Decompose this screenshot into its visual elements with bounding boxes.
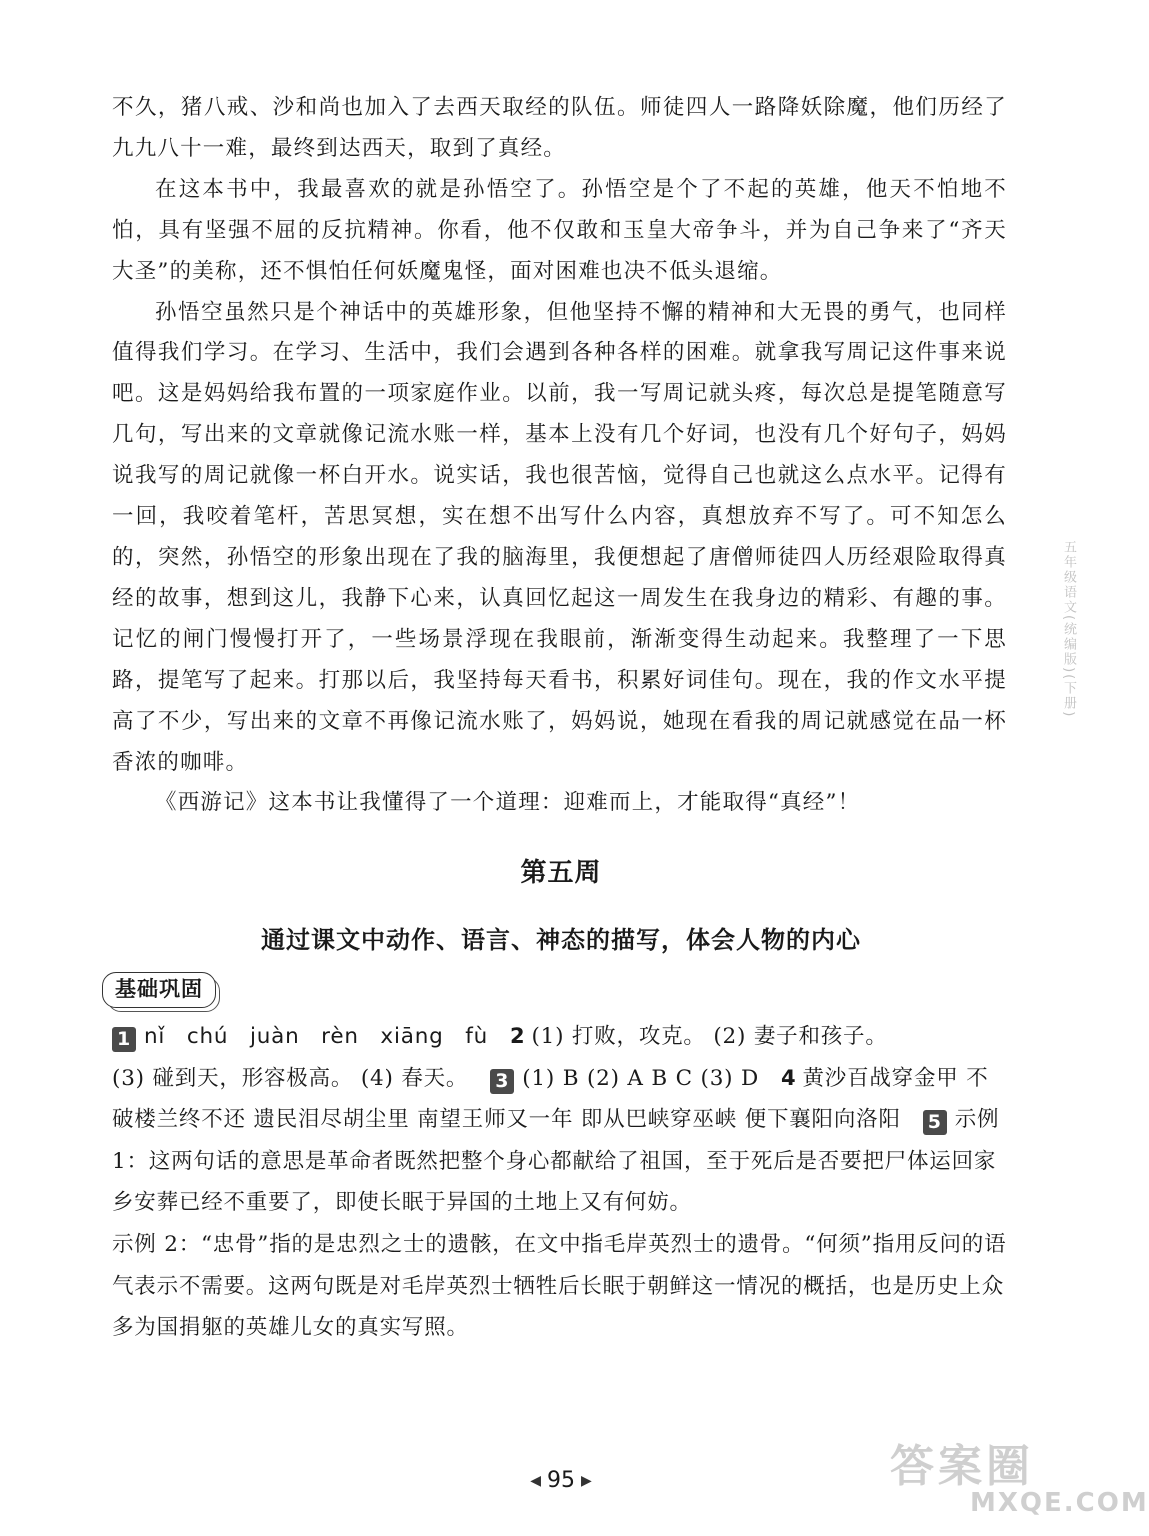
- left-triangle-icon: ◀: [530, 1473, 541, 1489]
- essay-paragraph-4: 《西游记》这本书让我懂得了一个道理：迎难而上，才能取得“真经”！: [155, 790, 861, 816]
- answer-line-example-2: 示例 2：“忠骨”指的是忠烈之士的遗骸，在文中指毛岸英烈士的遗骨。“何须”指用反问的语气表示不需要。这两句既是对毛岸英烈士牺牲后长眠于朝鲜这一情况的概括，也是历史上众多为国捐躯的英雄儿女的真实写照。: [112, 1231, 1007, 1341]
- question-number-2: 2: [510, 1024, 526, 1048]
- week-title: 第五周: [520, 858, 602, 888]
- watermark-line-2: MXQE.COM: [970, 1488, 1149, 1518]
- essay-paragraph-3: 孙悟空虽然只是个神话中的英雄形象，但他坚持不懈的精神和大无畏的勇气，也同样值得我们学习。在学习、生活中，我们会遇到各种各样的困难。就拿我写周记这件事来说吧。这是妈妈给我布置的一项家庭作业。以前，我一写周记就头疼，每次总是提笔随意写几句，写出来的文章就像记流水账一样，基本上没有几个好词，也没有几个好句子，妈妈说我写的周记就像一杯白开水。说实话，我也很苦恼，觉得自己也就这么点水平。记得有一回，我咬着笔杆，苦思冥想，实在想不出写什么内容，真想放弃不写了。可不知怎么的，突然，孙悟空的形象出现在了我的脑海里，我便想起了唐僧师徒四人历经艰险取得真经的故事，想到这儿，我静下心来，认真回忆起这一周发生在我身边的精彩、有趣的事。记忆的闸门慢慢打开了，一些场景浮现在我眼前，渐渐变得生动起来。我整理了一下思路，提笔写了起来。打那以后，我坚持每天看书，积累好词佳句。现在，我的作文水平提高了不少，写出来的文章不再像记流水账了，妈妈说，她现在看我的周记就感觉在品一杯香浓的咖啡。: [112, 299, 1007, 775]
- answer-2-part1: (1) 打败，攻克。 (2) 妻子和孩子。: [531, 1024, 888, 1049]
- right-triangle-icon: ▶: [581, 1473, 592, 1489]
- essay-paragraph-2: 在这本书中，我最喜欢的就是孙悟空了。孙悟空是个了不起的英雄，他天不怕地不怕，具有坚强不屈的反抗精神。你看，他不仅敢和玉皇大帝争斗，并为自己争来了“齐天大圣”的美称，还不惧怕任何妖魔鬼怪，面对困难也决不低头退缩。: [112, 176, 1007, 284]
- week-subtitle: 通过课文中动作、语言、神态的描写，体会人物的内心: [261, 926, 861, 954]
- answer-line-2: [112, 1058, 1007, 1224]
- watermark-line-1: 答案圈: [890, 1441, 1034, 1492]
- answer-2-part2: (3) 碰到天，形容极高。 (4) 春天。: [112, 1065, 469, 1091]
- question-number-3: 3: [490, 1069, 514, 1094]
- page-number-value: 95: [547, 1468, 575, 1493]
- answer-1-pinyin: nǐ chú juàn rèn xiāng fù: [144, 1024, 489, 1049]
- watermark-logo: [880, 1430, 1149, 1530]
- answer-5-example-1: 示例 1：这两句话的意思是革命者既然把整个身心都献给了祖国，至于死后是否要把尸体运回家乡安葬已经不重要了，即使长眠于异国的土地上又有何妨。: [112, 1107, 1000, 1216]
- essay-paragraph-1: 不久，猪八戒、沙和尚也加入了去西天取经的队伍。师徒四人一路降妖除魔，他们历经了九九八十一难，最终到达西天，取到了真经。: [112, 95, 1007, 161]
- section-badge: 基础巩固: [102, 972, 216, 1008]
- answer-line-1: [112, 1016, 1007, 1058]
- answer-4: 黄沙百战穿金甲 不破楼兰终不还 遗民泪尽胡尘里 南望王师又一年 即从巴峡穿巫峡 便下襄阳向洛阳: [112, 1065, 989, 1133]
- side-book-title: 五年级语文(统编版)(下册): [1061, 540, 1076, 719]
- answer-section: [112, 1016, 1007, 1349]
- essay-text: [112, 88, 1007, 824]
- question-number-1: 1: [112, 1027, 136, 1052]
- answer-3: (1) B (2) A B C (3) D: [522, 1065, 760, 1091]
- question-number-4: 4: [781, 1065, 797, 1090]
- question-number-5: 5: [923, 1110, 947, 1135]
